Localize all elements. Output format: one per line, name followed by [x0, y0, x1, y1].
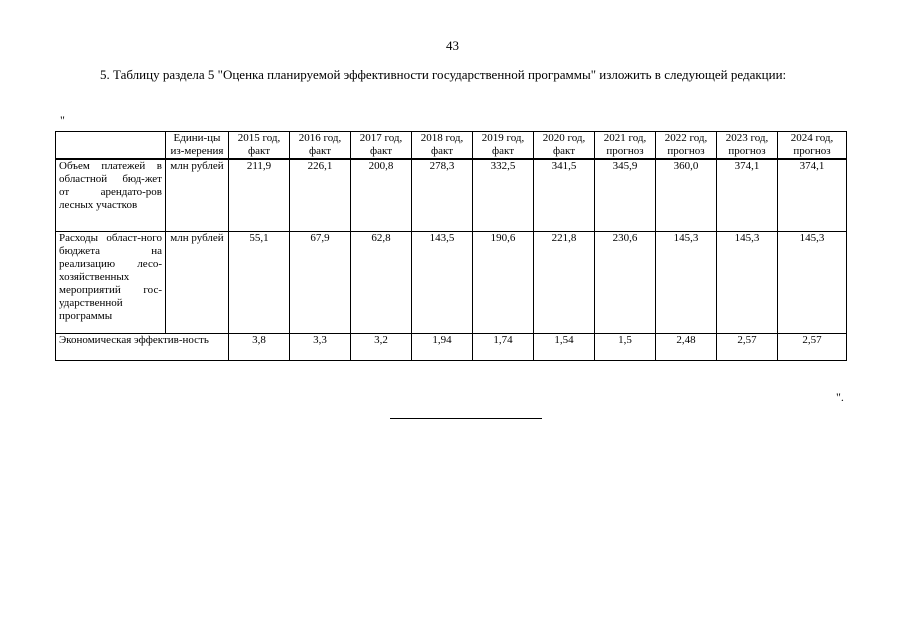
- intro-paragraph: 5. Таблицу раздела 5 "Оценка планируемой эффективности государственной программы" изложить в следующей редакции:: [100, 67, 787, 82]
- efficiency-table: [55, 131, 847, 361]
- header-cell-2018: 2018 год, факт: [412, 132, 473, 160]
- header-cell-2020: 2020 год, факт: [534, 132, 595, 160]
- header-cell-unit: Едини-цы из-мерения: [166, 132, 229, 160]
- header-cell-2024: 2024 год, прогноз: [778, 132, 847, 160]
- value-cell: 360,0: [656, 159, 717, 232]
- value-cell: 55,1: [229, 232, 290, 334]
- value-cell: 332,5: [473, 159, 534, 232]
- value-cell: 145,3: [656, 232, 717, 334]
- table-header-row: [56, 132, 847, 160]
- header-cell-2015: 2015 год, факт: [229, 132, 290, 160]
- value-cell: 345,9: [595, 159, 656, 232]
- table-row: [56, 232, 847, 334]
- header-cell-2022: 2022 год, прогноз: [656, 132, 717, 160]
- value-cell: 2,57: [717, 334, 778, 361]
- value-cell: 374,1: [717, 159, 778, 232]
- header-cell-empty: [56, 132, 166, 160]
- header-cell-2017: 2017 год, факт: [351, 132, 412, 160]
- value-cell: 221,8: [534, 232, 595, 334]
- row-label: Объем платежей в областной бюд-жет от арендато-ров лесных участков: [56, 159, 166, 232]
- value-cell: 67,9: [290, 232, 351, 334]
- value-cell: 230,6: [595, 232, 656, 334]
- row-label: Экономическая эффектив-ность: [56, 334, 229, 361]
- value-cell: 200,8: [351, 159, 412, 232]
- value-cell: 1,74: [473, 334, 534, 361]
- header-cell-2016: 2016 год, факт: [290, 132, 351, 160]
- row-unit: млн рублей: [166, 232, 229, 334]
- header-cell-2021: 2021 год, прогноз: [595, 132, 656, 160]
- value-cell: 2,57: [778, 334, 847, 361]
- value-cell: 374,1: [778, 159, 847, 232]
- open-quote-mark: ": [60, 113, 65, 127]
- value-cell: 3,8: [229, 334, 290, 361]
- value-cell: 1,54: [534, 334, 595, 361]
- table-row: [56, 334, 847, 361]
- value-cell: 3,2: [351, 334, 412, 361]
- value-cell: 2,48: [656, 334, 717, 361]
- value-cell: 145,3: [717, 232, 778, 334]
- row-label: Расходы област-ного бюджета на реализацию лесо-хозяйственных мероприятий гос-ударственной программы: [56, 232, 166, 334]
- value-cell: 1,5: [595, 334, 656, 361]
- page-number: 43: [446, 38, 459, 53]
- separator-line: [390, 418, 542, 419]
- close-quote-mark: ".: [836, 390, 844, 404]
- table-row: [56, 159, 847, 232]
- value-cell: 62,8: [351, 232, 412, 334]
- value-cell: 190,6: [473, 232, 534, 334]
- header-cell-2023: 2023 год, прогноз: [717, 132, 778, 160]
- value-cell: 145,3: [778, 232, 847, 334]
- value-cell: 143,5: [412, 232, 473, 334]
- value-cell: 3,3: [290, 334, 351, 361]
- value-cell: 211,9: [229, 159, 290, 232]
- row-unit: млн рублей: [166, 159, 229, 232]
- value-cell: 1,94: [412, 334, 473, 361]
- header-cell-2019: 2019 год, факт: [473, 132, 534, 160]
- value-cell: 226,1: [290, 159, 351, 232]
- value-cell: 278,3: [412, 159, 473, 232]
- value-cell: 341,5: [534, 159, 595, 232]
